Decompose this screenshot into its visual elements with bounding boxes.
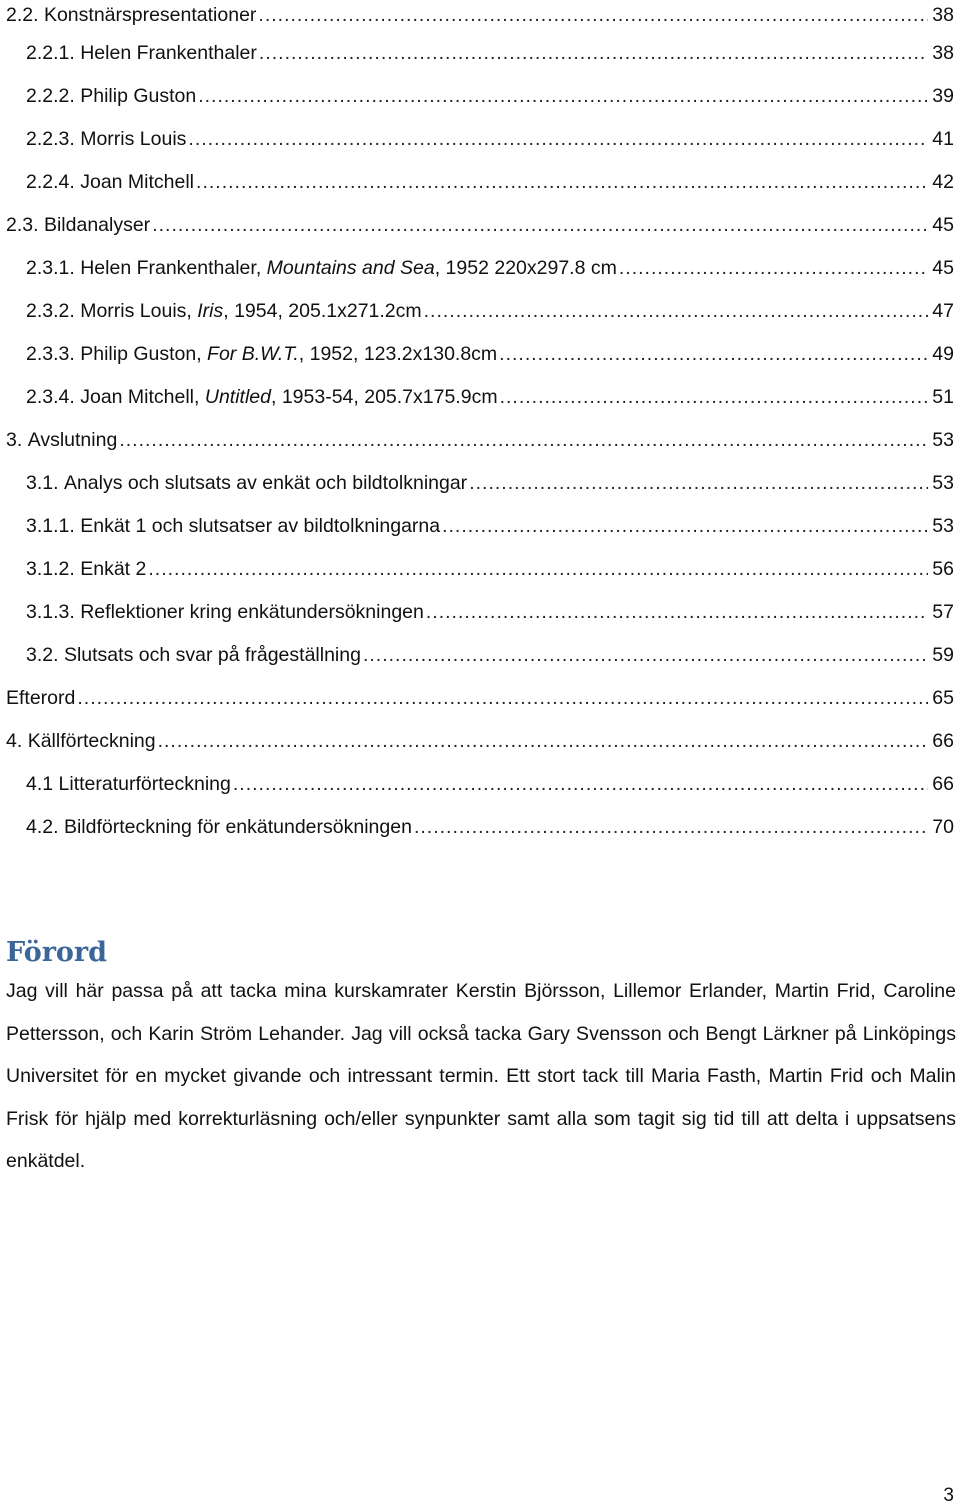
toc-entry-page: 38 xyxy=(932,42,954,64)
toc-entry-page: 70 xyxy=(932,816,954,838)
toc-title-part: , 1952 220x297.8 cm xyxy=(434,257,617,279)
toc-entry-number: 2.3.4. xyxy=(26,386,75,408)
toc-leader-dots xyxy=(233,769,928,799)
toc-leader-dots xyxy=(426,597,928,627)
toc-entry[interactable] xyxy=(0,210,954,240)
toc-leader-dots xyxy=(442,511,928,541)
toc-entry-number: 2.2.1. xyxy=(26,42,75,64)
toc-leader-dots xyxy=(363,640,928,670)
toc-entry[interactable] xyxy=(0,81,954,111)
toc-leader-dots xyxy=(196,167,928,197)
toc-entry-page: 39 xyxy=(932,85,954,107)
toc-entry[interactable] xyxy=(0,167,954,197)
toc-title-part: , 1954, 205.1x271.2cm xyxy=(223,300,422,322)
toc-leader-dots xyxy=(119,425,928,455)
toc-title-part: , 1952, 123.2x130.8cm xyxy=(298,343,498,365)
foreword-heading: Förord xyxy=(6,937,108,968)
toc-entry-page: 45 xyxy=(932,257,954,279)
toc-entry-page: 47 xyxy=(932,300,954,322)
toc-entry-page: 53 xyxy=(932,429,954,451)
toc-entry-number: 4. xyxy=(6,730,23,752)
toc-entry-number: 2.3.3. xyxy=(26,343,75,365)
toc-entry-page: 49 xyxy=(932,343,954,365)
toc-entry-title xyxy=(80,253,617,283)
toc-entry-number: 2.2. xyxy=(6,4,39,26)
toc-entry-page: 51 xyxy=(932,386,954,408)
toc-title-part: Joan Mitchell, xyxy=(80,386,205,408)
toc-entry-page: 66 xyxy=(932,773,954,795)
toc-entry-page: 53 xyxy=(932,472,954,494)
toc-leader-dots xyxy=(499,339,928,369)
toc-entry[interactable] xyxy=(0,296,954,326)
toc-entry-title: Efterord xyxy=(6,687,76,709)
toc-leader-dots xyxy=(619,253,928,283)
toc-title-part: Helen Frankenthaler, xyxy=(80,257,267,279)
toc-entry-title: Enkät 2 xyxy=(80,558,147,580)
toc-entry[interactable] xyxy=(0,812,954,842)
toc-entry[interactable] xyxy=(0,769,954,799)
toc-leader-dots xyxy=(259,38,928,68)
toc-entry-title: Bildförteckning för enkätundersökningen xyxy=(63,816,412,838)
toc-entry-page: 42 xyxy=(932,171,954,193)
toc-entry-title: Konstnärspresentationer xyxy=(43,4,257,26)
toc-leader-dots xyxy=(424,296,929,326)
page-number: 3 xyxy=(943,1485,954,1506)
toc-entry-number: 4.2. xyxy=(26,816,59,838)
toc-entry-number: 4.1 xyxy=(26,773,54,795)
toc-entry-page: 45 xyxy=(932,214,954,236)
toc-title-part: Morris Louis, xyxy=(80,300,198,322)
toc-entry-title: Morris Louis xyxy=(80,128,187,150)
toc-leader-dots xyxy=(500,382,929,412)
toc-entry-number: 3.2. xyxy=(26,644,59,666)
toc-entry-title: Helen Frankenthaler xyxy=(80,42,257,64)
toc-entry[interactable] xyxy=(0,597,954,627)
toc-entry[interactable] xyxy=(0,382,954,412)
toc-entry-title: Joan Mitchell xyxy=(80,171,195,193)
toc-entry[interactable] xyxy=(0,253,954,283)
toc-entry-title: Litteraturförteckning xyxy=(58,773,231,795)
toc-entry-page: 57 xyxy=(932,601,954,623)
toc-entry-title: Slutsats och svar på frågeställning xyxy=(63,644,361,666)
toc-entry-number: 2.2.3. xyxy=(26,128,75,150)
toc-entry-number: 2.2.2. xyxy=(26,85,75,107)
toc-entry[interactable] xyxy=(0,554,954,584)
toc-entry-title xyxy=(80,296,421,326)
toc-entry-number: 3.1.3. xyxy=(26,601,75,623)
toc-entry[interactable] xyxy=(0,683,954,713)
toc-entry-page: 59 xyxy=(932,644,954,666)
toc-entry[interactable] xyxy=(0,124,954,154)
toc-entry[interactable] xyxy=(0,425,954,455)
toc-entry[interactable] xyxy=(0,38,954,68)
artwork-title: For B.W.T. xyxy=(207,343,299,365)
toc-leader-dots xyxy=(148,554,928,584)
toc-entry-title: Enkät 1 och slutsatser av bildtolkningarna xyxy=(80,515,441,537)
toc-entry-page: 66 xyxy=(932,730,954,752)
artwork-title: Mountains and Sea xyxy=(266,257,435,279)
toc-title-part: , 1953-54, 205.7x175.9cm xyxy=(270,386,498,408)
toc-entry-number: 3.1.2. xyxy=(26,558,75,580)
toc-entry-title xyxy=(80,339,497,369)
toc-entry-page: 65 xyxy=(932,687,954,709)
toc-entry-number: 3.1. xyxy=(26,472,59,494)
toc-title-part: Philip Guston, xyxy=(80,343,208,365)
toc-leader-dots xyxy=(198,81,928,111)
toc-entry[interactable] xyxy=(0,640,954,670)
toc-entry-title: Philip Guston xyxy=(80,85,197,107)
toc-leader-dots xyxy=(469,468,928,498)
toc-leader-dots xyxy=(188,124,928,154)
toc-entry-page: 38 xyxy=(932,4,954,26)
toc-entry-number: 3. xyxy=(6,429,23,451)
toc-entry-title xyxy=(80,382,497,412)
toc-leader-dots xyxy=(152,210,928,240)
toc-leader-dots xyxy=(77,683,928,713)
toc-entry[interactable] xyxy=(0,468,954,498)
toc-leader-dots xyxy=(414,812,928,842)
toc-entry[interactable] xyxy=(0,511,954,541)
toc-entry-number: 2.3.2. xyxy=(26,300,75,322)
toc-entry-title: Analys och slutsats av enkät och bildtolkningar xyxy=(63,472,468,494)
toc-entry-number: 2.3.1. xyxy=(26,257,75,279)
toc-entry-page: 56 xyxy=(932,558,954,580)
toc-entry-number: 3.1.1. xyxy=(26,515,75,537)
toc-entry[interactable] xyxy=(0,0,954,30)
toc-entry-title: Bildanalyser xyxy=(43,214,151,236)
toc-entry[interactable] xyxy=(0,339,954,369)
toc-entry-title: Reflektioner kring enkätundersökningen xyxy=(80,601,424,623)
toc-entry-number: 2.2.4. xyxy=(26,171,75,193)
toc-entry-number: 2.3. xyxy=(6,214,39,236)
foreword-paragraph: Jag vill här passa på att tacka mina kurskamrater Kerstin Björsson, Lillemor Erlander, Martin Frid, Caroline Pettersson, och Karin Ström Lehander. Jag vill också tacka Gary Svensson och Bengt Lärkner på Linköpings Universitet för en mycket givande och intressant termin. Ett stort tack till Maria Fasth, Martin Frid och Malin Frisk för hjälp med korrekturläsning och/eller synpunkter samt alla som tagit sig tid till att delta i uppsatsens enkätdel. xyxy=(6,980,956,1172)
toc-entry-page: 41 xyxy=(932,128,954,150)
toc-entry-title: Avslutning xyxy=(27,429,118,451)
toc-leader-dots xyxy=(158,726,929,756)
toc-leader-dots xyxy=(258,0,928,30)
toc-entry[interactable] xyxy=(0,726,954,756)
toc-entry-title: Källförteckning xyxy=(27,730,156,752)
artwork-title: Untitled xyxy=(204,386,271,408)
toc-entry-page: 53 xyxy=(932,515,954,537)
artwork-title: Iris xyxy=(197,300,224,322)
